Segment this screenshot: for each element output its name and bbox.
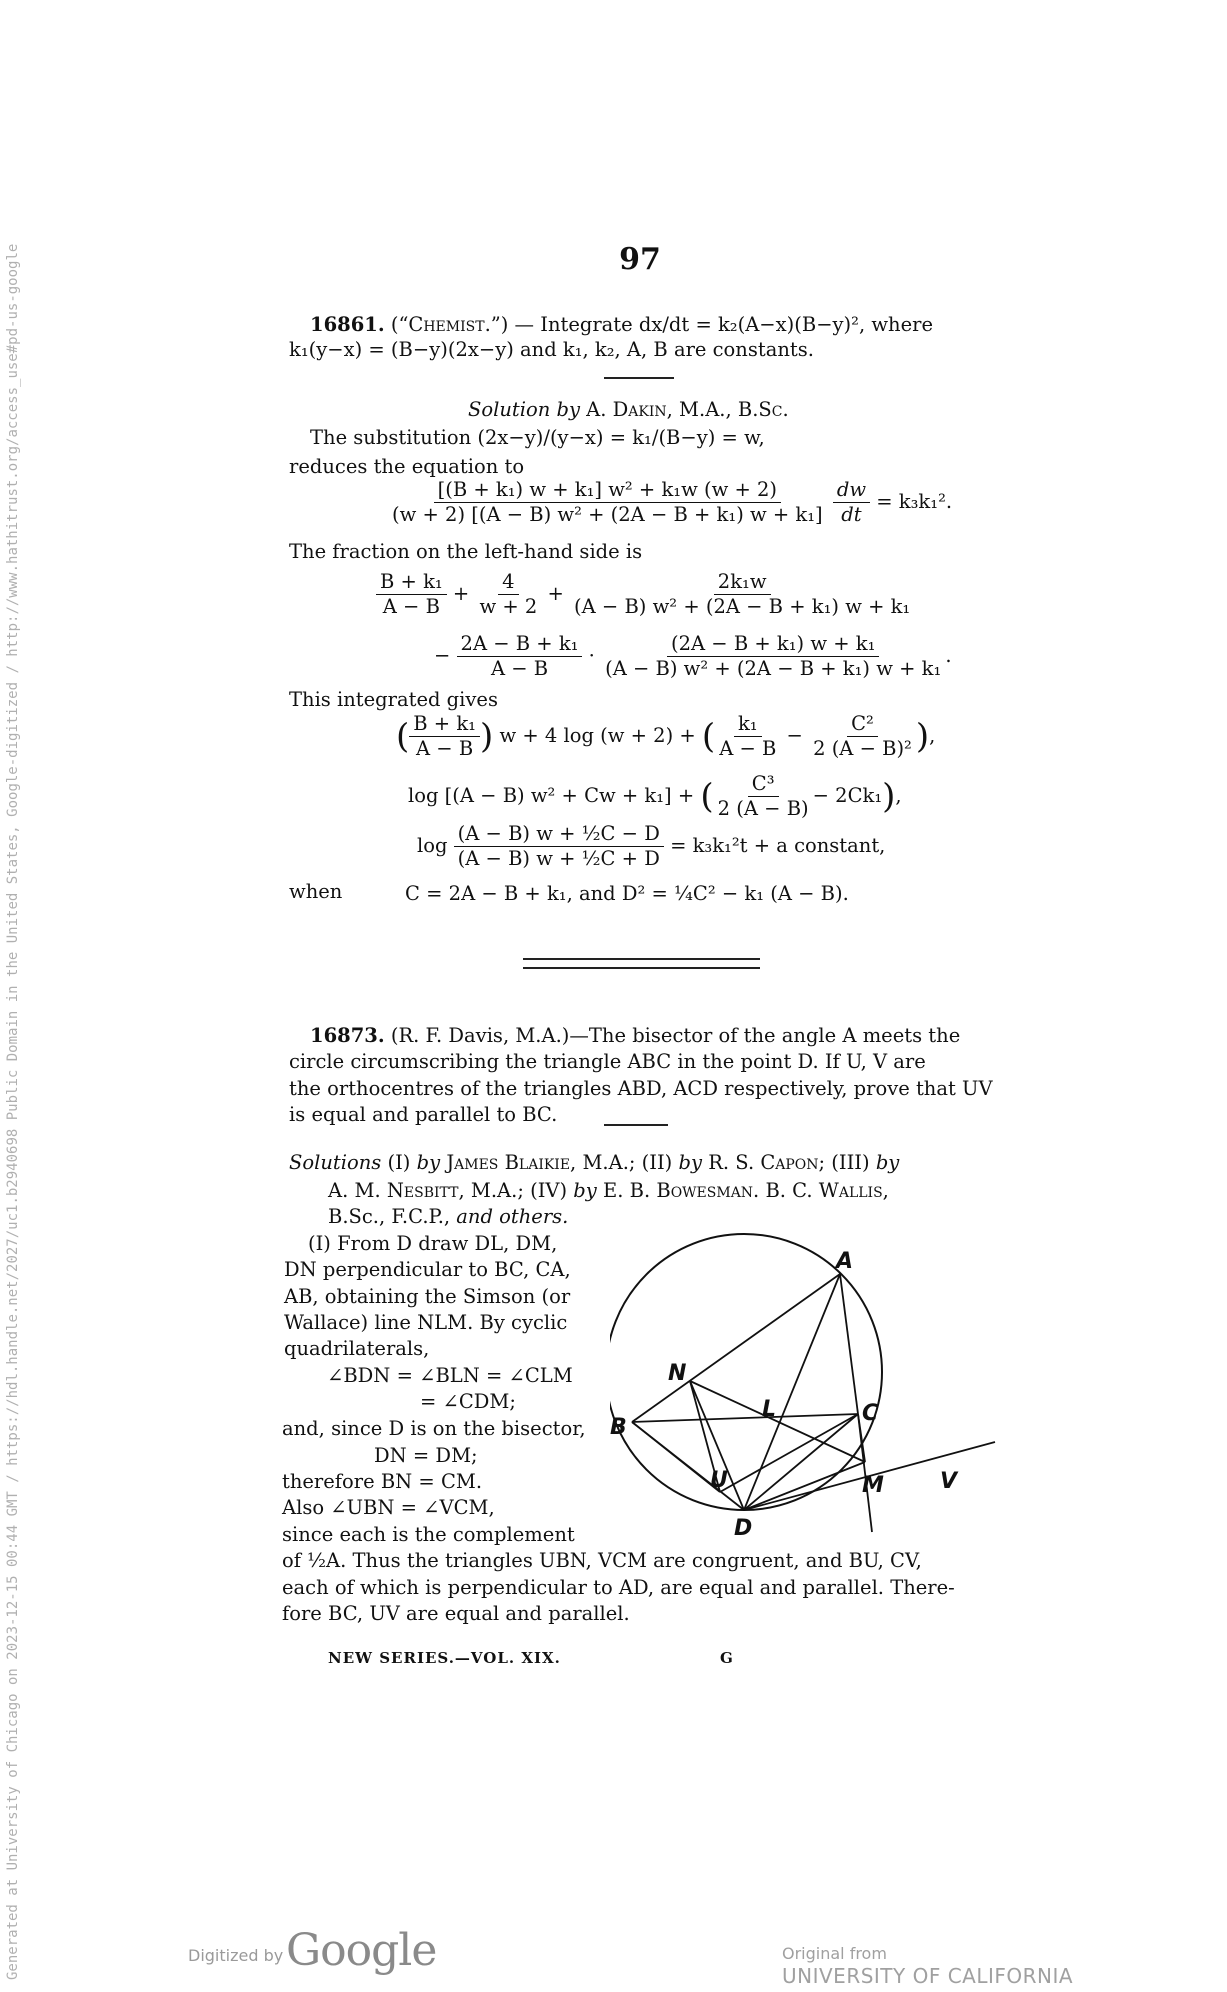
pf-term-1 xyxy=(376,570,447,619)
fraction-line: The fraction on the left-hand side is xyxy=(289,540,643,563)
eq1-dt: dt xyxy=(841,503,862,526)
label-u: U xyxy=(710,1468,728,1493)
solutions-line-2 xyxy=(328,1177,889,1204)
side-ab xyxy=(632,1274,840,1422)
int1-c xyxy=(809,712,916,761)
label-m: M xyxy=(862,1473,884,1498)
simson-line xyxy=(690,1381,865,1462)
eq1-derivative xyxy=(833,478,870,527)
int3-den: (A − B) w + ½C + D xyxy=(457,847,660,870)
q16873-number: 16873. xyxy=(310,1024,385,1047)
digitized-by-label: Digitized by xyxy=(188,1946,284,1965)
line-cd xyxy=(744,1414,858,1510)
q16873-line1 xyxy=(310,1022,960,1049)
pf-term-4-num: 2A − B + k₁ xyxy=(457,632,583,657)
integrated-line: This integrated gives xyxy=(289,688,498,711)
eq1-denominator: (w + 2) [(A − B) w² + (2A − B + k₁) w + k₁] xyxy=(392,503,823,526)
sol-by-3: by xyxy=(875,1151,900,1174)
body-line-3: AB, obtaining the Simson (or xyxy=(284,1285,571,1308)
label-l: L xyxy=(762,1397,777,1422)
side-bc xyxy=(632,1414,858,1422)
side-ca xyxy=(840,1274,858,1414)
int1-a xyxy=(409,712,480,761)
sol-solver-3: A. M. Nesbitt, M.A.; (IV) xyxy=(328,1179,568,1202)
line-uc xyxy=(720,1414,858,1492)
int1-middle: w + 4 log (w + 2) + xyxy=(499,724,696,747)
pf-term-4-den: A − B xyxy=(490,657,549,680)
sol-solver-1: James Blaikie, M.A.; (II) xyxy=(446,1151,673,1174)
equation-1 xyxy=(388,478,952,527)
vertical-watermark xyxy=(4,243,24,1980)
int1-c-den: 2 (A − B)² xyxy=(813,737,912,760)
partial-fractions-2: − $\frac{\text{2A − B + k₁}}{A - B}$ · $\frac{\text{(2A − B + k₁) w + k₁}}{\text{(A − B) w² + (2A − B + k₁) w + k₁}}$ . xyxy=(434,632,952,680)
sol-solver-4: E. B. Bowesman. B. C. Wallis, xyxy=(603,1179,889,1202)
int1-a-den: A − B xyxy=(416,737,474,760)
body-line-7: = ∠CDM; xyxy=(420,1390,516,1413)
body-line-4: Wallace) line NLM. By cyclic xyxy=(284,1311,568,1334)
int1-b-den: A − B xyxy=(719,737,777,760)
sol-roman-1: (I) xyxy=(387,1151,411,1174)
reduces-line: reduces the equation to xyxy=(289,455,525,478)
int1-c-num: C² xyxy=(847,712,878,737)
int3-fraction xyxy=(454,822,664,871)
q16861-line2: k₁(y−x) = (B−y)(2x−y) and k₁, k₂, A, B are constants. xyxy=(289,338,814,361)
body-line-14: each of which is perpendicular to AD, are equal and parallel. There- xyxy=(282,1576,955,1599)
solutions-label: Solutions xyxy=(289,1151,382,1174)
body-line-9: DN = DM; xyxy=(374,1444,478,1467)
watermark-text: Generated at University of Chicago on 2023-12-15 00:44 GMT / https://hdl.handle.net/2027/uc1.b2940698 Public Domain in the United States, Google-digitized / http://www.hathitrust.org/access_use#pd-us-google xyxy=(5,243,21,1980)
body-line-6: ∠BDN = ∠BLN = ∠CLM xyxy=(327,1364,573,1387)
google-logo[interactable]: Google xyxy=(286,1925,437,1976)
body-line-10: therefore BN = CM. xyxy=(282,1470,483,1493)
int2-num: C³ xyxy=(748,772,779,797)
solver-name: A. Dakin, M.A., B.Sc. xyxy=(586,398,789,421)
q16861-number: 16861. xyxy=(310,313,385,336)
int2-den: 2 (A − B) xyxy=(717,797,809,820)
line-bu xyxy=(632,1422,720,1492)
int1-b-num: k₁ xyxy=(734,712,762,737)
int3-num: (A − B) w + ½C − D xyxy=(454,822,664,847)
sol-credentials: B.Sc., F.C.P., xyxy=(328,1205,451,1228)
solutions-line-1 xyxy=(289,1149,899,1176)
q16873-line4: is equal and parallel to BC. xyxy=(289,1103,558,1126)
int3-log: log xyxy=(417,834,448,857)
original-from-label: Original from xyxy=(782,1944,887,1963)
pf-term-3 xyxy=(570,570,914,619)
pf-term-2-den: w + 2 xyxy=(479,595,538,618)
short-rule-2 xyxy=(604,1124,668,1126)
q16873-line1-rest: (R. F. Davis, M.A.)—The bisector of the angle A meets the xyxy=(390,1024,961,1047)
int2-fraction xyxy=(714,772,813,821)
label-a: A xyxy=(836,1249,854,1274)
integral-line-1: ( $\frac{\text{B + k₁}}{A - B}$ ) w + 4 log (w + 2) + ( $\frac{\text{k₁}}{A - B}$ − $\frac{\text{C²}}{\text{2 (A − B)²}}$ ), xyxy=(396,712,936,760)
sol-by-2: by xyxy=(678,1151,702,1174)
q16873-line2: circle circumscribing the triangle ABC in the point D. If U, V are xyxy=(289,1050,926,1073)
label-v: V xyxy=(940,1469,958,1494)
pf-term-1-den: A − B xyxy=(382,595,440,618)
pf-term-2-num: 4 xyxy=(498,570,518,595)
pf-term-5 xyxy=(601,632,945,681)
body-line-11: Also ∠UBN = ∠VCM, xyxy=(282,1496,495,1519)
solutions-line-3 xyxy=(328,1203,568,1230)
body-line-15: fore BC, UV are equal and parallel. xyxy=(282,1602,630,1625)
footer-signature: G xyxy=(720,1649,733,1667)
pf-term-5-den: (A − B) w² + (2A − B + k₁) w + k₁ xyxy=(605,657,942,680)
page-number: 97 xyxy=(619,242,661,277)
pf-term-4 xyxy=(457,632,583,681)
int2-left: log [(A − B) w² + Cw + k₁] + xyxy=(408,784,695,807)
bisector-ad xyxy=(744,1274,840,1510)
solution-by-label: Solution by xyxy=(468,398,580,421)
pf-term-5-num: (2A − B + k₁) w + k₁ xyxy=(667,632,879,657)
footer-series: NEW SERIES.—VOL. XIX. xyxy=(328,1649,561,1667)
eq1-rhs: = k₃k₁². xyxy=(876,490,953,513)
when-equation: C = 2A − B + k₁, and D² = ¼C² − k₁ (A − B). xyxy=(405,882,849,905)
label-d: D xyxy=(734,1516,753,1541)
int1-b xyxy=(715,712,780,761)
pf-term-2 xyxy=(475,570,541,619)
int1-a-num: B + k₁ xyxy=(409,712,480,737)
body-line-5: quadrilaterals, xyxy=(284,1337,430,1360)
university-label[interactable]: UNIVERSITY OF CALIFORNIA xyxy=(782,1964,1074,1988)
body-line-8: and, since D is on the bisector, xyxy=(282,1417,586,1440)
eq1-numerator: [(B + k₁) w + k₁] w² + k₁w (w + 2) xyxy=(434,478,781,503)
when-label: when xyxy=(289,880,343,903)
partial-fractions-1: $\frac{\text{B + k₁}}{A - B}$ + $\frac{4}{w + 2}$ + $\frac{\text{2k₁w}}{\text{(A − B) w² + (2A − B + k₁) w + k₁}}$ xyxy=(376,570,914,619)
label-b: B xyxy=(610,1415,627,1440)
eq1-dw: dw xyxy=(833,478,870,503)
body-line-12: since each is the complement xyxy=(282,1523,575,1546)
label-n: N xyxy=(668,1361,687,1386)
body-line-2: DN perpendicular to BC, CA, xyxy=(284,1258,571,1281)
q16873-line3: the orthocentres of the triangles ABD, ACD respectively, prove that UV xyxy=(289,1077,993,1100)
eq1-fraction xyxy=(388,478,827,527)
int3-rhs: = k₃k₁²t + a constant, xyxy=(670,834,886,857)
body-line-13: of ½A. Thus the triangles UBN, VCM are congruent, and BU, CV, xyxy=(282,1549,922,1572)
q16861-source: (“Chemist.”) xyxy=(390,313,509,336)
body-line-1: (I) From D draw DL, DM, xyxy=(308,1232,558,1255)
substitution-line: The substitution (2x−y)/(y−x) = k₁/(B−y) = w, xyxy=(310,426,765,449)
integral-line-3 xyxy=(417,822,885,871)
pf-term-3-den: (A − B) w² + (2A − B + k₁) w + k₁ xyxy=(574,595,911,618)
pf-term-3-num: 2k₁w xyxy=(714,570,771,595)
sol-and-others: and others. xyxy=(456,1205,569,1228)
sol-by-4: by xyxy=(573,1179,597,1202)
geometry-figure xyxy=(610,1230,1000,1550)
pf-term-1-num: B + k₁ xyxy=(376,570,447,595)
short-rule xyxy=(604,377,674,379)
double-rule xyxy=(523,958,760,969)
q16861-line1 xyxy=(310,311,933,338)
q16861-solution-heading xyxy=(468,396,789,423)
integral-line-2: log [(A − B) w² + Cw + k₁] + ( $\frac{\text{C³}}{2 (A - B)}$ − 2Ck₁), xyxy=(408,772,902,820)
label-c: C xyxy=(862,1401,879,1426)
q16861-line1-rest: — Integrate dx/dt = k₂(A−x)(B−y)², where xyxy=(508,313,934,336)
sol-solver-2: R. S. Capon; (III) xyxy=(708,1151,870,1174)
sol-by-1: by xyxy=(416,1151,441,1174)
circumcircle xyxy=(610,1234,882,1510)
int2-rest: − 2Ck₁ xyxy=(812,784,883,807)
